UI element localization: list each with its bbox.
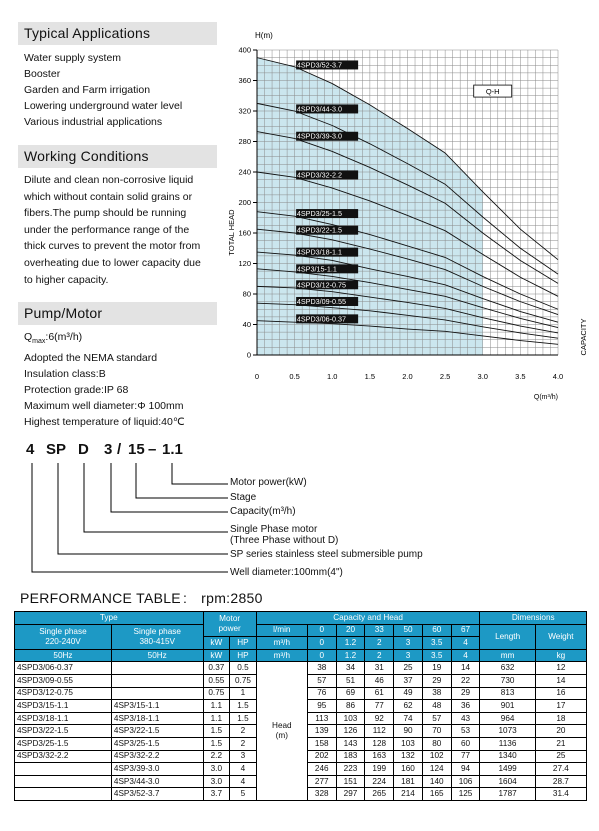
- table-cell: 49: [394, 687, 423, 700]
- y-tick-label: 160: [238, 228, 251, 238]
- table-cell: 29: [451, 687, 480, 700]
- table-cell: 20: [535, 725, 586, 738]
- table-cell: 4SP3/25-1.5: [111, 737, 203, 750]
- table-cell: 38: [422, 687, 451, 700]
- text-line: which without contain solid grains or: [24, 190, 193, 203]
- table-cell: 61: [365, 687, 394, 700]
- table-cell: 0.75: [230, 674, 257, 687]
- header-kg: kg: [535, 649, 586, 662]
- y-tick-label: 240: [238, 167, 251, 177]
- table-cell: [15, 775, 112, 788]
- series-label: 4SPD3/52-3.7: [296, 60, 343, 70]
- table-cell: 4SPD3/15-1.1: [15, 700, 112, 713]
- code-part: /: [117, 441, 122, 458]
- header-m3h-unit: m³/h: [256, 649, 307, 662]
- y-tick-label: 360: [238, 76, 251, 85]
- table-cell: 38: [307, 662, 336, 675]
- table-cell: 181: [394, 775, 423, 788]
- m3h-cell: 4: [451, 637, 480, 650]
- code-part: SP: [46, 441, 67, 458]
- table-cell: 246: [307, 763, 336, 776]
- qmax-line: $Q_{max}:6(m^3/h)$: [24, 331, 83, 346]
- table-cell: 46: [365, 674, 394, 687]
- table-cell: 632: [480, 662, 535, 675]
- table-cell: 158: [307, 737, 336, 750]
- table-cell: 1340: [480, 750, 535, 763]
- table-cell: 16: [535, 687, 586, 700]
- table-cell: 4SPD3/32-2.2: [15, 750, 112, 763]
- table-cell: 21: [535, 737, 586, 750]
- table-cell: 126: [336, 725, 365, 738]
- header-hp-unit: HP: [230, 649, 257, 662]
- lmin-cell: 67: [451, 624, 480, 637]
- list-item: Highest temperature of liquid:40℃: [24, 416, 185, 429]
- table-cell: 163: [365, 750, 394, 763]
- m3h-cell: 3.5: [422, 637, 451, 650]
- header-motor: Motor power: [203, 612, 256, 637]
- table-cell: 183: [336, 750, 365, 763]
- table-cell: 31: [365, 662, 394, 675]
- list-item: Lowering underground water level: [24, 100, 183, 112]
- table-cell: 76: [307, 687, 336, 700]
- table-cell: 4SPD3/09-0.55: [15, 674, 112, 687]
- table-cell: 132: [394, 750, 423, 763]
- y-tick-label: 400: [238, 45, 251, 55]
- m3h-cell: 3.5: [422, 649, 451, 662]
- text-line: overheating due to lower capacity due: [24, 256, 201, 269]
- table-cell: 74: [394, 712, 423, 725]
- table-cell: 4SP3/15-1.1: [111, 700, 203, 713]
- y-tick-label: 0: [246, 350, 251, 360]
- code-part: 15: [128, 441, 145, 458]
- table-cell: 4SP3/22-1.5: [111, 725, 203, 738]
- y-tick-label: 80: [242, 289, 251, 299]
- x-tick-label: 3.0: [477, 372, 488, 381]
- table-cell: 4SPD3/12-0.75: [15, 687, 112, 700]
- header-mm: mm: [480, 649, 535, 662]
- table-cell: 3.0: [203, 763, 230, 776]
- performance-title: PERFORMANCE TABLE : rpm:2850: [20, 590, 263, 606]
- table-cell: 62: [394, 700, 423, 713]
- series-label: 4SPD3/09-0.55: [296, 296, 347, 306]
- x-tick-label: 0: [254, 372, 260, 381]
- table-cell: 57: [307, 674, 336, 687]
- model-code-leader-lines: [0, 455, 240, 580]
- table-cell: 43: [451, 712, 480, 725]
- y-tick-label: 280: [238, 137, 251, 146]
- y-tick-label: 40: [242, 320, 251, 329]
- header-weight: Weight: [535, 624, 586, 649]
- applications-title: Typical Applications: [18, 22, 217, 45]
- table-cell: 103: [394, 737, 423, 750]
- series-label: 4SPD3/22-1.5: [296, 225, 343, 235]
- table-cell: 14: [535, 674, 586, 687]
- table-cell: 277: [307, 775, 336, 788]
- table-cell: 77: [365, 700, 394, 713]
- table-cell: 4SP3/44-3.0: [111, 775, 203, 788]
- table-cell: 1: [230, 687, 257, 700]
- series-label: 4SPD3/12-0.75: [296, 280, 347, 290]
- table-cell: 265: [365, 788, 394, 801]
- table-cell: 199: [365, 763, 394, 776]
- table-cell: 0.55: [203, 674, 230, 687]
- m3h-cell: 1.2: [336, 637, 365, 650]
- list-item: Booster: [24, 68, 61, 80]
- table-cell: 94: [451, 763, 480, 776]
- table-cell: 202: [307, 750, 336, 763]
- legend-label: Q-H: [485, 87, 500, 97]
- text-line: fibers.The pump should be running: [24, 207, 187, 220]
- pump-list: [24, 329, 185, 430]
- working-text: [24, 172, 216, 288]
- table-cell: 0.5: [230, 662, 257, 675]
- header-kw: kW: [203, 637, 230, 650]
- x-tick-label: 1.0: [327, 372, 338, 381]
- table-cell: 3.0: [203, 775, 230, 788]
- table-cell: 4SP3/18-1.1: [111, 712, 203, 725]
- x-tick-label: 1.5: [364, 372, 376, 381]
- series-label: 4SPD3/32-2.2: [296, 170, 343, 180]
- table-cell: 4: [230, 763, 257, 776]
- legend-motor-power: Motor power(kW): [230, 477, 307, 488]
- table-cell: 2: [230, 737, 257, 750]
- table-cell: 48: [422, 700, 451, 713]
- table-cell: 113: [307, 712, 336, 725]
- header-type: Type: [15, 612, 204, 625]
- table-cell: 1.5: [203, 737, 230, 750]
- table-cell: 813: [480, 687, 535, 700]
- y-axis-label: TOTAL HEAD: [227, 209, 236, 256]
- table-cell: 5: [230, 788, 257, 801]
- table-cell: 103: [336, 712, 365, 725]
- series-label: 4SPD3/06-0.37: [296, 314, 347, 324]
- table-cell: 25: [535, 750, 586, 763]
- text-line: thick curves to prevent the motor from: [24, 240, 201, 253]
- table-cell: 4SPD3/25-1.5: [15, 737, 112, 750]
- applications-list: [24, 50, 182, 130]
- table-cell: 31.4: [535, 788, 586, 801]
- table-cell: 12: [535, 662, 586, 675]
- text-line: Dilute and clean non-corrosive liquid: [24, 174, 194, 186]
- table-cell: 4SPD3/18-1.1: [15, 712, 112, 725]
- text-line: to higher capacity.: [24, 273, 109, 286]
- legend-three-phase: (Three Phase without D): [230, 535, 339, 546]
- table-cell: [15, 763, 112, 776]
- table-cell: 86: [336, 700, 365, 713]
- m3h-cell: 0: [307, 649, 336, 662]
- lmin-cell: 60: [422, 624, 451, 637]
- header-m3h: m³/h: [256, 637, 307, 650]
- table-cell: 70: [422, 725, 451, 738]
- y-tick-label: 200: [238, 198, 251, 207]
- table-cell: 22: [451, 674, 480, 687]
- lmin-cell: 33: [365, 624, 394, 637]
- table-cell: 27.4: [535, 763, 586, 776]
- table-cell: 224: [365, 775, 394, 788]
- table-cell: 160: [394, 763, 423, 776]
- list-item: Various industrial applications: [24, 116, 163, 128]
- m3h-cell: 2: [365, 649, 394, 662]
- table-cell: 165: [422, 788, 451, 801]
- list-item: Maximum well diameter:Φ 100mm: [24, 400, 184, 413]
- code-part: 3: [104, 441, 113, 458]
- x-tick-label: 4.0: [552, 372, 564, 381]
- table-cell: 1499: [480, 763, 535, 776]
- table-cell: 92: [365, 712, 394, 725]
- series-label: 4SPD3/25-1.5: [296, 209, 343, 219]
- list-item: Garden and Farm irrigation: [24, 84, 151, 96]
- pump-title: Pump/Motor: [18, 302, 217, 325]
- table-cell: 730: [480, 674, 535, 687]
- legend-sp-series: SP series stainless steel submersible pump: [230, 549, 423, 560]
- legend-single-phase: Single Phase motor: [230, 524, 318, 535]
- code-part: 1.1: [162, 441, 183, 458]
- x-tick-label: 3.5: [515, 372, 526, 381]
- list-item: Adopted the NEMA standard: [24, 352, 158, 365]
- right-axis-label: CAPACITY: [579, 318, 588, 356]
- list-item: Water supply system: [24, 52, 122, 64]
- table-cell: 37: [394, 674, 423, 687]
- series-label: 4SPD3/44-3.0: [296, 104, 343, 114]
- table-cell: 297: [336, 788, 365, 801]
- table-cell: 125: [451, 788, 480, 801]
- list-item: Protection grade:IP 68: [24, 384, 129, 397]
- header-lmin: l/min: [256, 624, 307, 637]
- x-axis-label: Q(m³/h): [533, 394, 558, 401]
- table-cell: 1.1: [203, 700, 230, 713]
- table-cell: [111, 662, 203, 675]
- table-cell: 151: [336, 775, 365, 788]
- y-tick-label: 120: [238, 259, 251, 268]
- table-cell: 4SPD3/06-0.37: [15, 662, 112, 675]
- table-cell: 139: [307, 725, 336, 738]
- table-cell: 53: [451, 725, 480, 738]
- table-cell: 4SP3/32-2.2: [111, 750, 203, 763]
- table-cell: 69: [336, 687, 365, 700]
- x-tick-label: 2.0: [402, 372, 413, 381]
- list-item: Insulation class:B: [24, 368, 106, 381]
- lmin-cell: 50: [394, 624, 423, 637]
- table-cell: 25: [394, 662, 423, 675]
- table-cell: 29: [422, 674, 451, 687]
- working-title: Working Conditions: [18, 145, 217, 168]
- legend-well-diameter: Well diameter:100mm(4"): [230, 567, 343, 578]
- header-kw-unit: kW: [203, 649, 230, 662]
- table-cell: 80: [422, 737, 451, 750]
- table-cell: 2: [230, 725, 257, 738]
- x-tick-label: 0.5: [289, 372, 300, 381]
- m3h-cell: 3: [394, 649, 423, 662]
- table-cell: 1.5: [230, 712, 257, 725]
- y-tick-label: 320: [238, 106, 251, 116]
- table-cell: 124: [422, 763, 451, 776]
- table-cell: 112: [365, 725, 394, 738]
- lmin-cell: 20: [336, 624, 365, 637]
- header-hz: 50Hz: [111, 649, 203, 662]
- m3h-cell: 2: [365, 637, 394, 650]
- performance-table: [14, 611, 587, 801]
- header-capacity: Capacity and Head: [256, 612, 480, 625]
- table-cell: 1604: [480, 775, 535, 788]
- series-label: 4SPD3/18-1.1: [296, 247, 343, 257]
- table-cell: 57: [422, 712, 451, 725]
- table-cell: [111, 674, 203, 687]
- table-row: [15, 662, 587, 675]
- table-cell: 3: [230, 750, 257, 763]
- table-cell: 2.2: [203, 750, 230, 763]
- text-line: under the performance range of the: [24, 223, 190, 236]
- m3h-cell: 0: [307, 637, 336, 650]
- table-cell: 17: [535, 700, 586, 713]
- table-cell: 95: [307, 700, 336, 713]
- header-hz: 50Hz: [15, 649, 112, 662]
- table-cell: 964: [480, 712, 535, 725]
- legend-capacity: Capacity(m³/h): [230, 506, 296, 517]
- table-cell: 140: [422, 775, 451, 788]
- m3h-cell: 3: [394, 637, 423, 650]
- series-label: 4SP3/15-1.1: [296, 264, 337, 274]
- table-cell: 1136: [480, 737, 535, 750]
- table-cell: 106: [451, 775, 480, 788]
- m3h-cell: 4: [451, 649, 480, 662]
- code-part: 4: [26, 441, 35, 458]
- table-cell: 1.5: [230, 700, 257, 713]
- table-cell: 28.7: [535, 775, 586, 788]
- table-cell: 4SP3/39-3.0: [111, 763, 203, 776]
- table-cell: 901: [480, 700, 535, 713]
- table-cell: 328: [307, 788, 336, 801]
- table-cell: 90: [394, 725, 423, 738]
- table-cell: [15, 788, 112, 801]
- table-cell: 1.1: [203, 712, 230, 725]
- table-cell: 4SP3/52-3.7: [111, 788, 203, 801]
- table-cell: 34: [336, 662, 365, 675]
- table-cell: 19: [422, 662, 451, 675]
- lmin-cell: 0: [307, 624, 336, 637]
- table-cell: 14: [451, 662, 480, 675]
- table-cell: 3.7: [203, 788, 230, 801]
- table-cell: 18: [535, 712, 586, 725]
- m3h-cell: 1.2: [336, 649, 365, 662]
- header-single: Single phase 220-240V: [15, 624, 112, 649]
- table-cell: 143: [336, 737, 365, 750]
- table-cell: 223: [336, 763, 365, 776]
- code-part: –: [148, 441, 157, 458]
- table-cell: 60: [451, 737, 480, 750]
- table-cell: 4SPD3/22-1.5: [15, 725, 112, 738]
- legend-stage: Stage: [230, 492, 257, 503]
- table-cell: 77: [451, 750, 480, 763]
- table-cell: 36: [451, 700, 480, 713]
- series-label: 4SPD3/39-3.0: [296, 131, 343, 141]
- header-hp: HP: [230, 637, 257, 650]
- qh-chart: [222, 26, 599, 416]
- table-cell: 102: [422, 750, 451, 763]
- table-cell: 4: [230, 775, 257, 788]
- x-tick-label: 2.5: [439, 372, 451, 381]
- table-cell: 214: [394, 788, 423, 801]
- table-cell: 0.37: [203, 662, 230, 675]
- header-three: Single phase 380-415V: [111, 624, 203, 649]
- code-part: D: [78, 441, 89, 458]
- table-cell: [111, 687, 203, 700]
- table-cell: 51: [336, 674, 365, 687]
- head-label-cell: Head (m): [256, 662, 307, 801]
- table-cell: 128: [365, 737, 394, 750]
- table-cell: 0.75: [203, 687, 230, 700]
- header-length: Length: [480, 624, 535, 649]
- table-cell: 1073: [480, 725, 535, 738]
- table-cell: 1.5: [203, 725, 230, 738]
- header-dimensions: Dimensions: [480, 612, 587, 625]
- y-axis-top-label: H(m): [255, 31, 273, 40]
- table-cell: 1787: [480, 788, 535, 801]
